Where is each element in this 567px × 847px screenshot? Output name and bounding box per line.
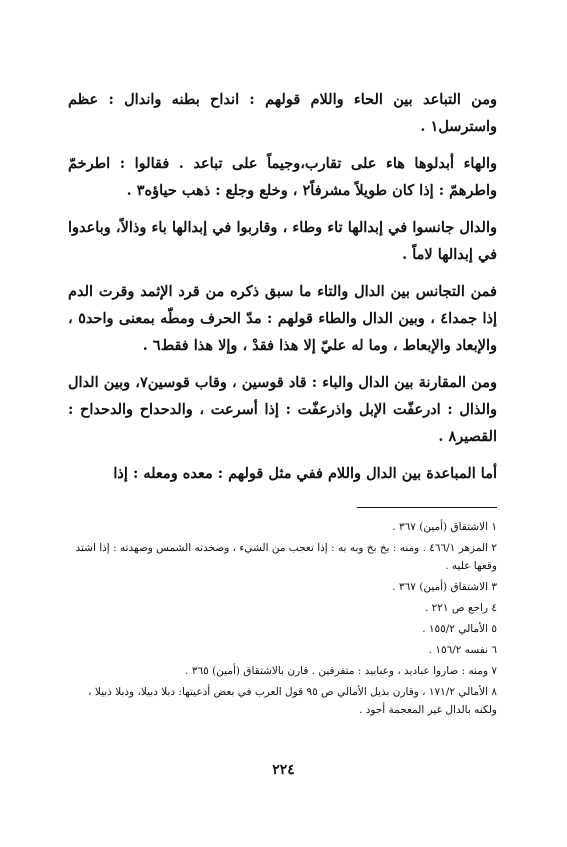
paragraph-6: أما المباعدة بين الدال واللام ففي مثل قولهم : معده ومعله : إذا xyxy=(113,465,497,482)
footnotes xyxy=(68,518,497,719)
paragraph-5: ومن المقارنة بين الدال والباء : قاد قوسين ، وقاب قوسين٧، وبين الدال والذال : ادرعفّت الإبل واذرعفّت : إذا أسرعت ، والدحداح والدحداح : القصير٨ . xyxy=(68,374,497,445)
footnote-8: ٨ الأمالي ١٧١/٢ ، وقارن بذيل الأمالي ص ٩٥ قول العرب في بعض أدعيتها: دبلا دبيلا، وذبلا ذبيلا ، ولكنه بالدال غير المعجمة أجود . xyxy=(88,686,497,716)
footnote-2: ٢ المزهر ٤٦٦/١ . ومنه : بخ بخ وبه به : إذا تعجب من الشيء ، وصخدته الشمس وصهدته : إذا اشتد وقعها عليه . xyxy=(75,542,497,572)
paragraph-3: والدال جانسوا في إبدالها تاء وطاء ، وقاربوا في إبدالها باء وذالاً، وباعدوا في إبدالها لاماً . xyxy=(68,219,497,263)
page-number: ٢٢٤ xyxy=(272,762,295,778)
footnote-1: ١ الاشتقاق (أمين) ٣٦٧ . xyxy=(392,521,497,533)
footnote-4: ٤ راجع ص ٢٢١ . xyxy=(424,602,497,614)
paragraph-1: ومن التباعد بين الحاء واللام قولهم : انداح بطنه واندال : عظم واسترسل١ . xyxy=(68,91,497,135)
footnote-3: ٣ الاشتقاق (أمين) ٣٦٧ . xyxy=(392,581,497,593)
footnote-5: ٥ الأمالي ١٥٥/٢ . xyxy=(422,623,497,635)
footnote-6: ٦ نفسه ١٥٦/٢ . xyxy=(428,644,497,656)
paragraph-4: فمن التجانس بين الدال والتاء ما سبق ذكره من قرد الإثمد وقرت الدم إذا جمدا٤ ، وبين الدال والطاء قولهم : مدّ الحرف ومطّه بمعنى واحد٥ ، والإبعاد والإبعاط ، وما له عليّ إلا هذا فقدْ ، وإلا هذا فقط٦ . xyxy=(68,283,497,354)
paragraph-2: والهاء أبدلوها هاء على تقارب،وجيماً على تباعد . فقالوا : اطرخمّ واطرهمّ : إذا كان طويلاً مشرفاً٢ ، وخلع وجلع : ذهب حياؤه٣ . xyxy=(68,155,497,199)
main-text xyxy=(68,86,497,487)
footnote-7: ٧ ومنه : صاروا عباديد ، وعبابيد : متفرقين . قارن بالاشتقاق (أمين) ٣٦٥ . xyxy=(185,665,497,677)
footnote-divider xyxy=(357,507,497,508)
